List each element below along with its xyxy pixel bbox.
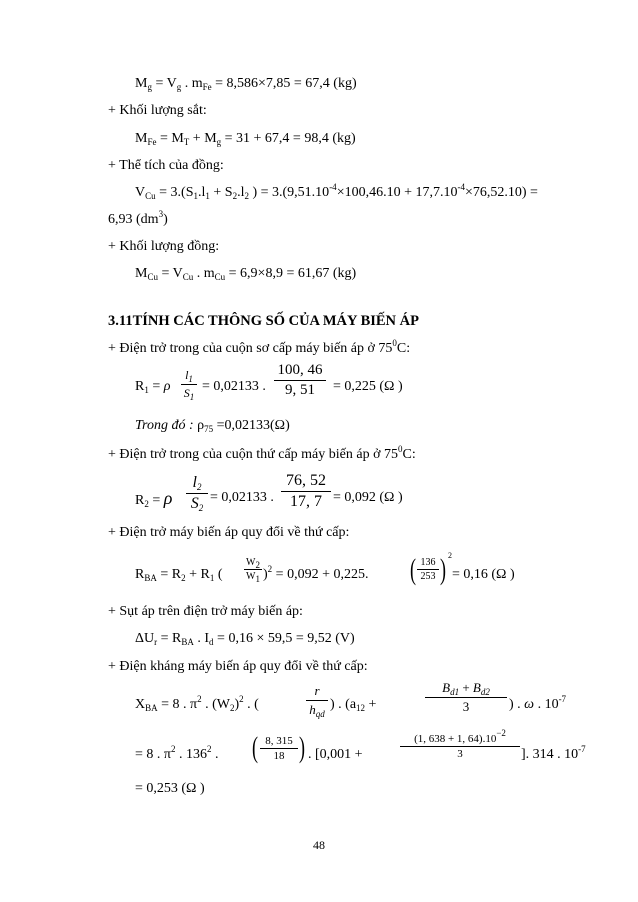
- bullet-r2: + Điện trở trong của cuộn thứ cấp máy biến áp ở $75^0C$:: [108, 444, 416, 462]
- mg-line: $M_g = V_g$ . $m_{Fe} = 8,586\times 7,85 = 67,4$ (kg): [135, 76, 357, 92]
- bullet-the-tich-dong: + Thể tích của đồng:: [108, 158, 224, 173]
- vcu-result: 6,93 $(dm^3)$: [108, 209, 168, 227]
- bullet-khoi-luong-dong: + Khối lượng đồng:: [108, 239, 220, 254]
- bullet-xba: + Điện kháng máy biến áp quy đổi về thứ cấp:: [108, 659, 368, 674]
- mcu-line: $M_{Cu} = V_{Cu}$ . $m_{Cu} = 6,9\times 8,9 = 61,67$ (kg): [135, 266, 357, 282]
- mfe-line: $M_{Fe} = M_T + M_g = 31 + 67,4 = 98,4$ (kg): [135, 131, 356, 147]
- bullet-rba: + Điện trở máy biến áp quy đổi về thứ cấp:: [108, 525, 350, 540]
- bullet-sut-ap: + Sụt áp trên điện trở máy biến áp:: [108, 604, 303, 619]
- bullet-r1: + Điện trở trong của cuộn sơ cấp máy biến áp ở $75^0C$:: [108, 338, 411, 356]
- xba-result: = 0,253 (Ω ): [135, 781, 205, 796]
- bullet-khoi-luong-sat: + Khối lượng sắt:: [108, 103, 207, 118]
- vcu-line: $V_{Cu} = 3.(S_1.l_1 + S_2.l_2$ ) = $3.(9,51.10^{-4}\times 100,46.10 + 17,7.10^{-4}\times 76,52.10)$ =: [135, 182, 538, 201]
- delta-ur-line: $\Delta U_r = R_{BA}$ . $I_d = 0,16 \times 59,5 = 9,52$ (V): [135, 631, 355, 647]
- trong-do-note: Trong đó : $\rho_{75} =0,02133(\Omega)$: [135, 418, 290, 434]
- section-heading: 3.11TÍNH CÁC THÔNG SỐ CỦA MÁY BIẾN ÁP: [108, 313, 419, 329]
- page-number: 48: [313, 838, 325, 852]
